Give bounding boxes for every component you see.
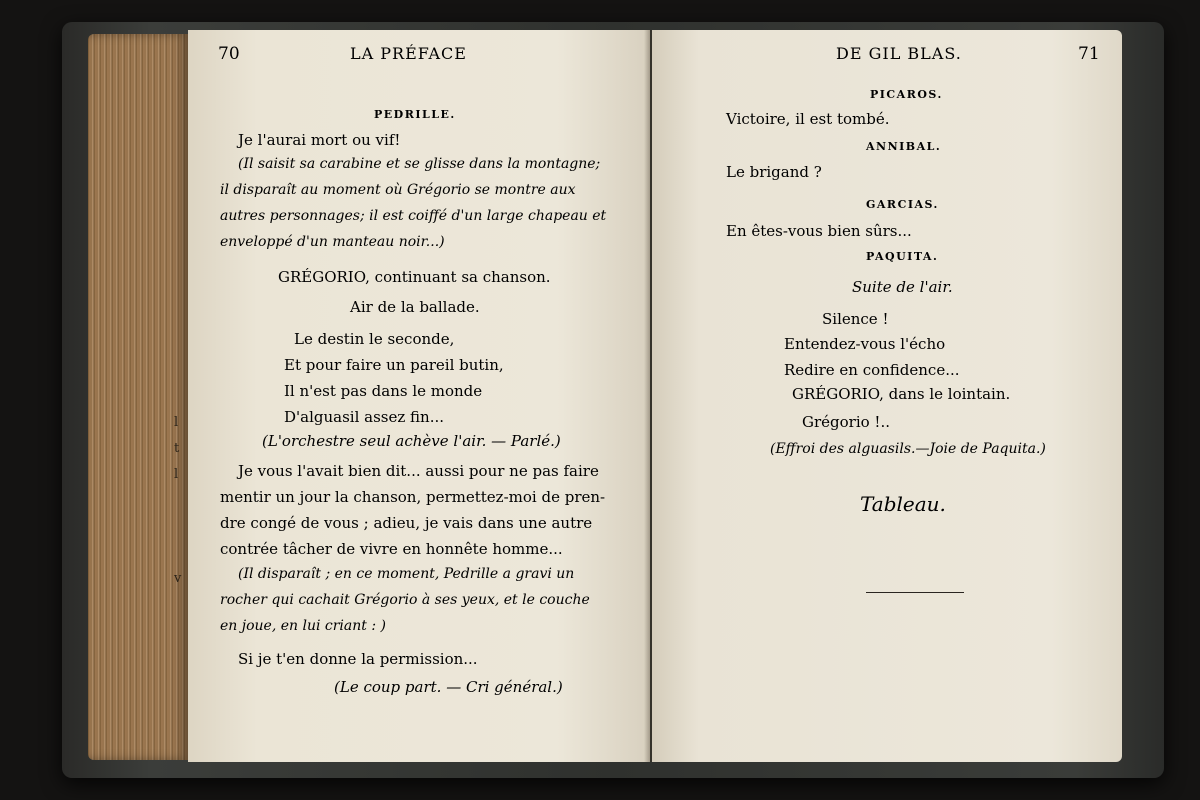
left-running-head: LA PRÉFACE <box>350 44 467 63</box>
speaker-name: GARCIAS. <box>866 198 939 211</box>
edge-letter: t <box>174 441 180 456</box>
verse-line: Redire en confidence... <box>784 361 960 379</box>
edge-letter: v <box>174 571 182 586</box>
prose-line: dre congé de vous ; adieu, je vais dans une autre <box>220 514 593 532</box>
verse-line: Il n'est pas dans le monde <box>284 382 483 400</box>
stage-direction-line: (L'orchestre seul achève l'air. — Parlé.) <box>262 432 561 450</box>
dialogue-line: Je l'aurai mort ou vif! <box>238 131 401 149</box>
verse-line: Le destin le seconde, <box>294 330 455 348</box>
speaker-name: ANNIBAL. <box>866 140 942 153</box>
stage-direction-line: autres personnages; il est coiffé d'un large chapeau et <box>220 208 607 224</box>
verse-line: Entendez-vous l'écho <box>784 335 946 353</box>
verse-line: Et pour faire un pareil butin, <box>284 356 504 374</box>
prose-line: Je vous l'avait bien dit... aussi pour ne pas faire <box>238 462 599 480</box>
dialogue-line: Victoire, il est tombé. <box>726 110 890 128</box>
dialogue-line: Si je t'en donne la permission... <box>238 650 478 668</box>
verse-line: Silence ! <box>822 310 889 328</box>
stage-direction-line: (Il saisit sa carabine et se glisse dans la montagne; <box>238 156 601 172</box>
speaker-direction: GRÉGORIO, continuant sa chanson. <box>278 268 551 286</box>
edge-letter: l <box>174 467 179 482</box>
air-title: Air de la ballade. <box>350 298 480 316</box>
end-rule <box>866 592 964 593</box>
stage-direction-line: (Effroi des alguasils.—Joie de Paquita.) <box>770 441 1046 457</box>
speaker-name: PAQUITA. <box>866 250 939 263</box>
verse-line: Grégorio !.. <box>802 413 890 431</box>
right-running-head: DE GIL BLAS. <box>836 44 962 63</box>
prose-line: mentir un jour la chanson, permettez-moi de pren- <box>220 488 606 506</box>
speaker-direction: GRÉGORIO, dans le lointain. <box>792 385 1011 403</box>
edge-letters <box>174 410 188 592</box>
stage-direction-line: il disparaît au moment où Grégorio se montre aux <box>220 182 576 198</box>
tableau-title: Tableau. <box>860 492 946 516</box>
edge-letter: l <box>174 415 179 430</box>
air-direction: Suite de l'air. <box>852 278 953 296</box>
dialogue-line: En êtes-vous bien sûrs... <box>726 222 912 240</box>
prose-line: contrée tâcher de vivre en honnête homme... <box>220 540 563 558</box>
stage-direction-line: rocher qui cachait Grégorio à ses yeux, et le couche <box>220 592 590 608</box>
stage-direction-line: (Il disparaît ; en ce moment, Pedrille a gravi un <box>238 566 575 582</box>
speaker-name: PEDRILLE. <box>374 108 456 121</box>
right-page-number: 71 <box>1078 44 1100 64</box>
speaker-name: PICAROS. <box>870 88 943 101</box>
left-page-number: 70 <box>218 44 240 64</box>
dialogue-line: Le brigand ? <box>726 163 822 181</box>
verse-line: D'alguasil assez fin... <box>284 408 445 426</box>
stage-direction-line: (Le coup part. — Cri général.) <box>334 678 563 696</box>
page-edges <box>88 34 188 760</box>
stage-direction-line: en joue, en lui criant : ) <box>220 618 386 634</box>
stage-direction-line: enveloppé d'un manteau noir...) <box>220 234 445 250</box>
